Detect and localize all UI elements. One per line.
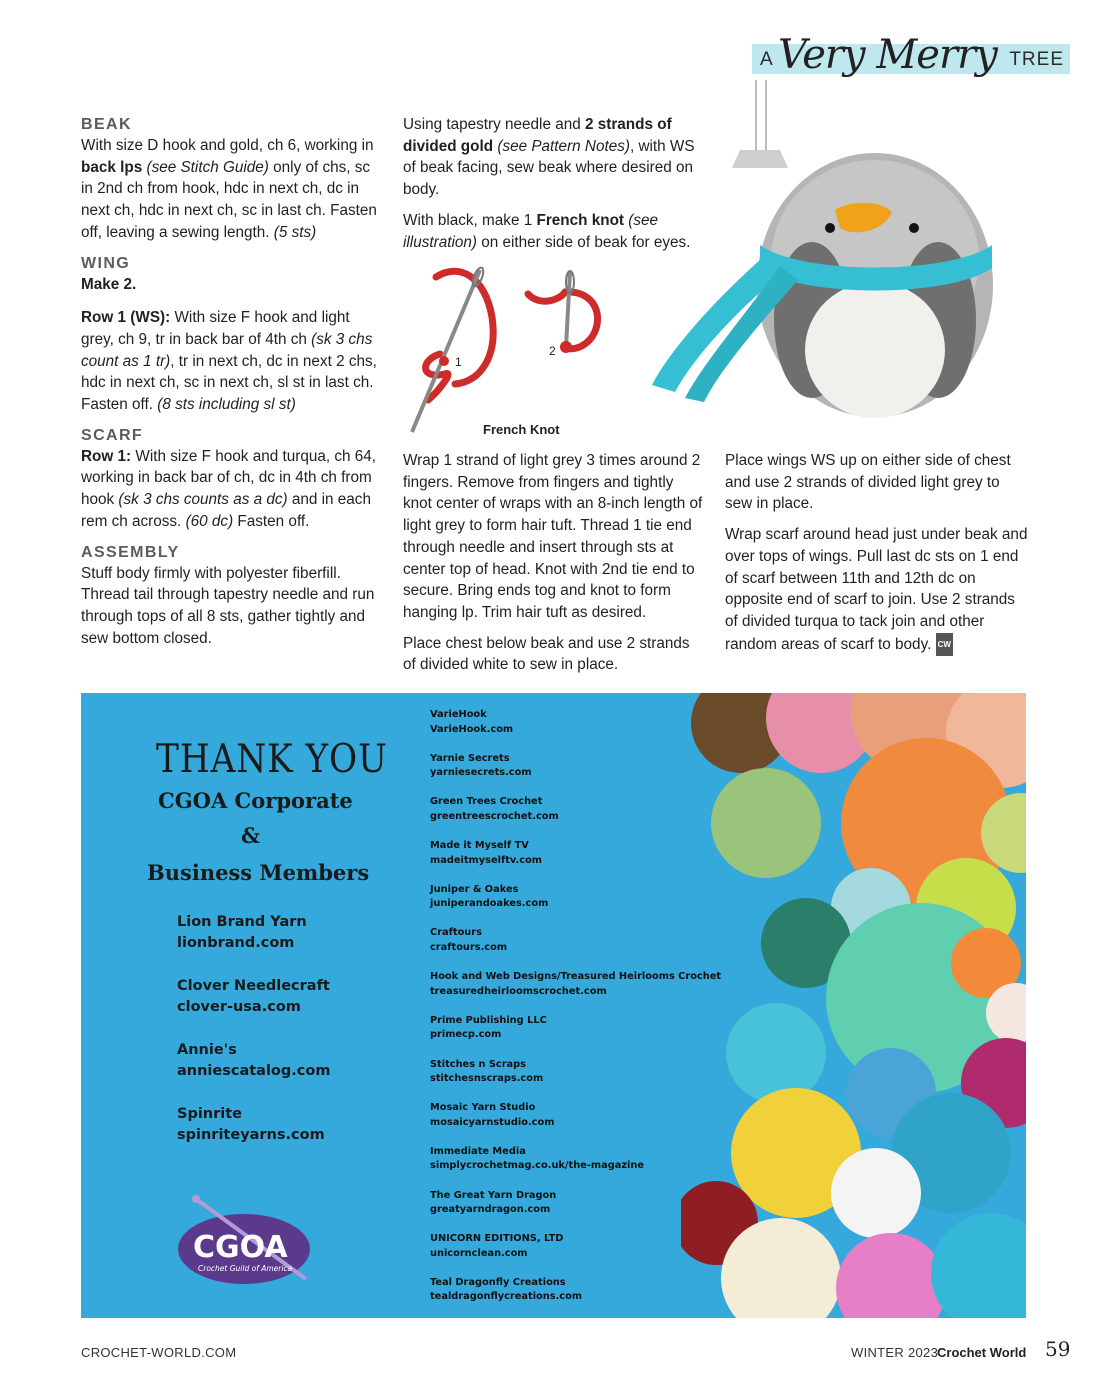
ad-line-3: Business Members xyxy=(147,860,370,885)
chest-instructions: Place chest below beak and use 2 strands of divided white to sew in place. xyxy=(403,634,690,674)
list-item: Mosaic Yarn Studio mosaicyarnstudio.com xyxy=(430,1102,555,1128)
cgoa-logo xyxy=(176,1191,316,1286)
list-item: Juniper & Oakes juniperandoakes.com xyxy=(430,883,549,910)
logo-text: CGOA xyxy=(193,1230,288,1265)
step-1-label: 1 xyxy=(455,355,462,369)
banner-pre: A xyxy=(760,49,774,70)
step-2-label: 2 xyxy=(549,344,556,358)
list-item: Craftours craftours.com xyxy=(430,927,508,953)
beak-sewing-instructions: Using tapestry needle and 2 strands of divided gold (see Pattern Notes), with WS of beak facing, sew beak where desired on body. xyxy=(403,116,695,199)
scarf-heading: SCARF xyxy=(81,426,144,444)
list-item: VarieHook VarieHook.com xyxy=(430,709,514,735)
ad-line-1: CGOA Corporate xyxy=(158,788,353,813)
banner-post: TREE xyxy=(1009,49,1064,70)
column-1 xyxy=(81,114,386,658)
wing-heading: WING xyxy=(81,254,131,272)
list-item: The Great Yarn Dragon greatyarndragon.com xyxy=(430,1189,557,1216)
member-1: Lion Brand Yarn lionbrand.com xyxy=(177,914,307,951)
hair-tuft-instructions: Wrap 1 strand of light grey 3 times around 2 fingers. Remove from fingers and tightly knot center of wraps with an 8-inch length of light grey to form hair tuft. Thread 1 tie end through needle and insert through sts at center top of head. Knot with 2nd tie end to secure. Bring ends tog and knot to form hanging lp. Trim hair tuft as desired. xyxy=(403,452,703,621)
footer-magazine: Crochet World xyxy=(937,1345,1027,1360)
column-4 xyxy=(725,450,1030,665)
list-item: Hook and Web Designs/Treasured Heirlooms Crochet treasuredheirloomscrochet.com xyxy=(430,971,722,997)
cgoa-thank-you-ad xyxy=(81,693,1026,1318)
wing-make: Make 2. xyxy=(81,275,137,293)
assembly-heading: ASSEMBLY xyxy=(81,543,180,561)
beak-heading: BEAK xyxy=(81,116,132,133)
scarf-instructions: Row 1: With size F hook and turqua, ch 64, working in back bar of ch, dc in 4th ch from hook (sk 3 chs counts as a dc) and in each rem ch across. (60 dc) Fasten off. xyxy=(81,447,377,530)
list-item: Stitches n Scraps stitchesnscraps.com xyxy=(430,1058,544,1084)
yarn-balls-photo xyxy=(681,693,1026,1318)
end-mark: CW xyxy=(936,633,953,657)
list-item: Teal Dragonfly Creations tealdragonflycreations.com xyxy=(430,1276,583,1303)
logo-subtext: Crochet Guild of America xyxy=(198,1264,293,1273)
member-4: Spinrite spinriteyarns.com xyxy=(177,1106,325,1143)
french-knot-illustration xyxy=(400,262,630,447)
page-number: 59 xyxy=(1045,1337,1071,1361)
member-3: Annie's anniescatalog.com xyxy=(177,1042,331,1079)
list-item: Prime Publishing LLC primecp.com xyxy=(430,1014,547,1041)
beak-instructions: With size D hook and gold, ch 6, working in back lps (see Stitch Guide) only of chs, sc in 2nd ch from hook, hdc in next ch, dc in next ch, hdc in next ch, sc in last ch. Fasten off, leaving a sewing length. (5 sts) xyxy=(81,137,377,241)
list-item: Yarnie Secrets yarniesecrets.com xyxy=(430,752,532,779)
eyes-instructions: With black, make 1 French knot (see illustration) on either side of beak for eyes. xyxy=(403,211,691,251)
footer-issue: WINTER 2023 xyxy=(851,1345,939,1360)
wing-instructions: Row 1 (WS): With size F hook and light grey, ch 9, tr in back bar of 4th ch (sk 3 chs count as 1 tr), tr in next ch, dc in next 2 chs, hdc in next ch, sc in next ch, sl st in last ch. Fasten off. (8 sts including sl st) xyxy=(81,309,377,414)
penguin-ornament-photo xyxy=(630,60,1090,440)
list-item: Made it Myself TV madeitmyselftv.com xyxy=(430,840,542,866)
ad-line-2: & xyxy=(241,823,260,848)
footer-site: CROCHET-WORLD.COM xyxy=(81,1345,237,1360)
banner-script-title: Very Merry xyxy=(778,32,997,78)
illustration-caption: French Knot xyxy=(483,422,560,437)
wings-instructions: Place wings WS up on either side of chest and use 2 strands of divided light grey to sew in place. xyxy=(725,452,1011,513)
list-item: Green Trees Crochet greentreescrochet.com xyxy=(430,796,559,822)
list-item: UNICORN EDITIONS, LTD unicornclean.com xyxy=(430,1233,564,1259)
assembly-instructions: Stuff body firmly with polyester fiberfill. Thread tail through tapestry needle and run through tops of all 8 sts, gather tightly and sew bottom closed. xyxy=(81,564,375,647)
list-item: Immediate Media simplycrochetmag.co.uk/the-magazine xyxy=(430,1145,645,1172)
column-3 xyxy=(403,450,703,685)
member-2: Clover Needlecraft clover-usa.com xyxy=(177,978,330,1015)
scarf-assembly-instructions: Wrap scarf around head just under beak and over tops of wings. Pull last dc sts on 1 end of scarf between 11th and 12th dc on opposite end of scarf to join. Use 2 strands of divided turqua to tack join and other random areas of scarf to body. CW xyxy=(725,524,1030,656)
ad-title: THANK YOU xyxy=(156,737,388,782)
